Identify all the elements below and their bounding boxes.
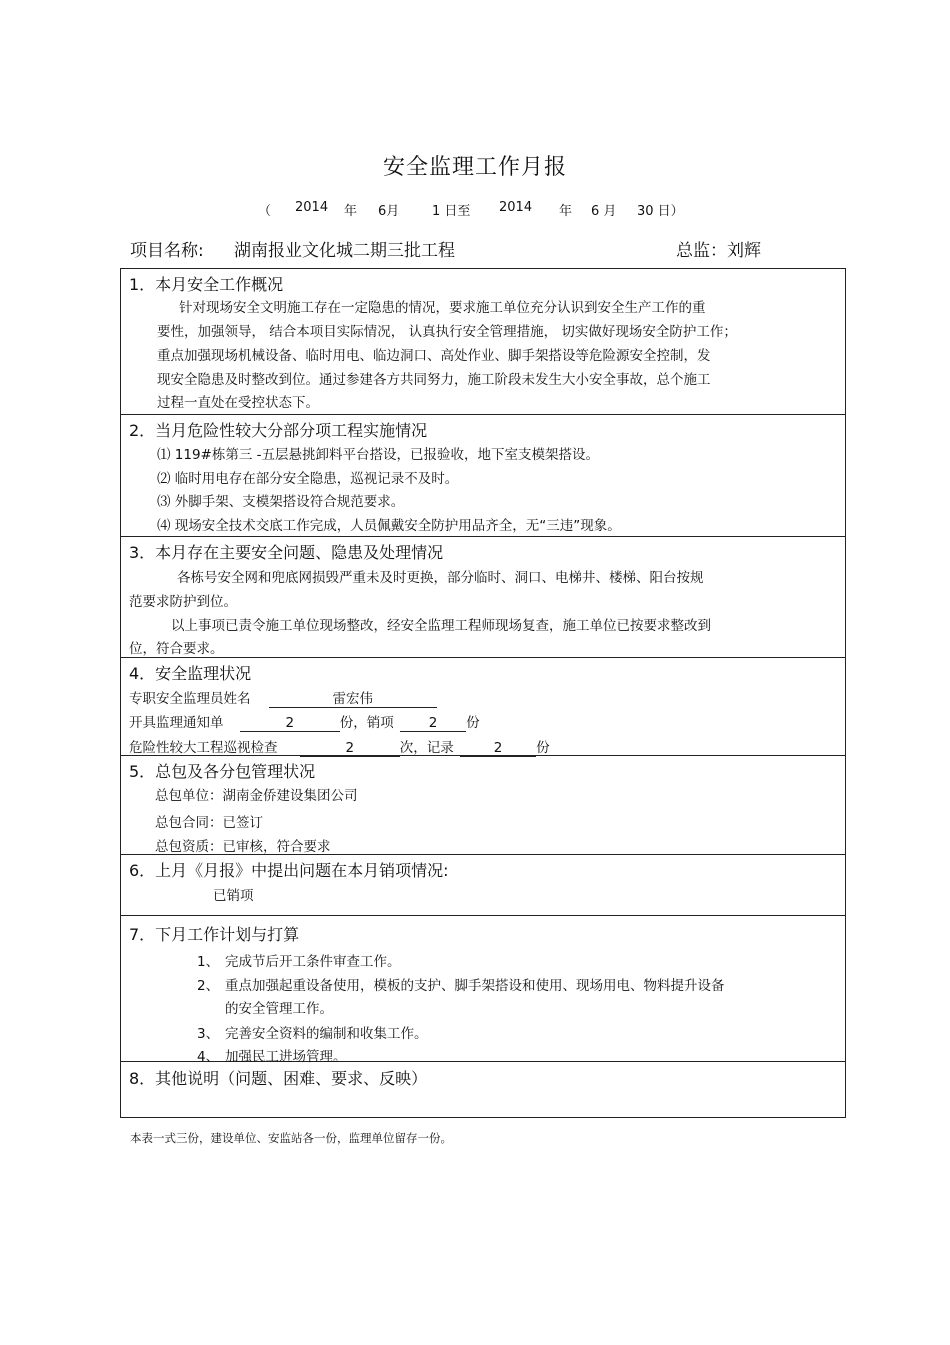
project-name-label: 项目名称: bbox=[130, 241, 204, 261]
notice-label: 开具监理通知单 bbox=[129, 715, 224, 731]
plan-item-number: 1、 bbox=[197, 954, 220, 970]
footer-note: 本表一式三份，建设单位、安监站各一份，监理单位留存一份。 bbox=[130, 1131, 452, 1145]
section-3-line: 位，符合要求。 bbox=[129, 641, 224, 657]
date-open: （ bbox=[258, 204, 272, 219]
section-2-item: ⑶ 外脚手架、支模架搭设符合规范要求。 bbox=[157, 494, 405, 510]
section-1-line: 针对现场安全文明施工存在一定隐患的情况，要求施工单位充分认识到安全生产工作的重 bbox=[179, 300, 706, 316]
section-1-line: 要性，加强领导， 结合本项目实际情况， 认真执行安全管理措施， 切实做好现场安全防护工作； bbox=[157, 324, 737, 340]
section-1-heading: 1．本月安全工作概况 bbox=[129, 275, 284, 294]
section-3 bbox=[121, 537, 845, 657]
section-2-heading: 2．当月危险性较大分部分项工程实施情况 bbox=[129, 421, 428, 440]
notice-unit: 份，销项 bbox=[339, 715, 394, 731]
closed-count: 2 bbox=[400, 716, 466, 732]
date-end-year-char: 年 bbox=[559, 204, 573, 219]
report-title: 安全监理工作月报 bbox=[382, 155, 567, 180]
record-count: 2 bbox=[460, 741, 536, 757]
section-1 bbox=[121, 269, 845, 414]
plan-item-text: 加强民工进场管理。 bbox=[225, 1049, 347, 1065]
section-3-heading: 3．本月存在主要安全问题、隐患及处理情况 bbox=[129, 543, 444, 562]
section-4-heading: 4．安全监理状况 bbox=[129, 664, 252, 683]
section-7 bbox=[121, 916, 845, 1065]
section-1-line: 现安全隐患及时整改到位。通过参建各方共同努力，施工阶段未发生大小安全事故，总个施工 bbox=[157, 372, 711, 388]
closed-unit: 份 bbox=[466, 715, 480, 731]
report-table bbox=[120, 268, 846, 1118]
section-5 bbox=[121, 756, 845, 854]
section-8-heading: 8．其他说明（问题、困难、要求、反映） bbox=[129, 1069, 428, 1088]
patrol-count: 2 bbox=[300, 741, 400, 757]
section-2 bbox=[121, 415, 845, 536]
plan-item-text: 完成节后开工条件审查工作。 bbox=[225, 954, 401, 970]
section-4 bbox=[121, 658, 845, 755]
notice-count: 2 bbox=[240, 716, 340, 732]
plan-item-number: 2、 bbox=[197, 978, 220, 994]
patrol-unit: 次，记录 bbox=[399, 740, 454, 756]
section-1-line: 过程一直处在受控状态下。 bbox=[157, 395, 319, 411]
contract-status: 总包合同：已签订 bbox=[155, 815, 263, 831]
contractor: 总包单位：湖南金侨建设集团公司 bbox=[155, 788, 358, 804]
plan-item-number: 3、 bbox=[197, 1026, 220, 1042]
inspector-name: 雷宏伟 bbox=[269, 692, 437, 708]
section-3-line: 以上事项已责令施工单位现场整改，经安全监理工程师现场复查，施工单位已按要求整改到 bbox=[171, 618, 711, 634]
record-unit: 份 bbox=[536, 740, 550, 756]
plan-item-text: 重点加强起重设备使用，模板的支护、脚手架搭设和使用、现场用电、物料提升设备 bbox=[225, 978, 725, 994]
section-2-item: ⑴ 119#栋第三 -五层悬挑卸料平台搭设，已报验收，地下室支模架搭设。 bbox=[157, 447, 600, 463]
plan-item-text: 的安全管理工作。 bbox=[225, 1001, 333, 1017]
project-name: 湖南报业文化城二期三批工程 bbox=[234, 241, 455, 261]
section-7-heading: 7．下月工作计划与打算 bbox=[129, 925, 300, 944]
inspector-row bbox=[129, 687, 437, 708]
date-end-day: 30 日） bbox=[637, 204, 684, 219]
plan-item-number: 4、 bbox=[197, 1049, 220, 1065]
inspector-label: 专职安全监理员姓名 bbox=[129, 691, 251, 707]
section-6 bbox=[121, 855, 845, 915]
qualification-status: 总包资质：已审核，符合要求 bbox=[155, 839, 331, 855]
section-2-item: ⑷ 现场安全技术交底工作完成，人员佩戴安全防护用品齐全，无“三违”现象。 bbox=[157, 518, 621, 534]
patrol-row bbox=[129, 736, 550, 757]
section-1-line: 重点加强现场机械设备、临时用电、临边洞口、高处作业、脚手架搭设等危险源安全控制，发 bbox=[157, 348, 711, 364]
patrol-label: 危险性较大工程巡视检查 bbox=[129, 740, 278, 756]
date-start-month: 6月 bbox=[378, 204, 400, 219]
chief-supervisor: 总监：刘辉 bbox=[676, 241, 761, 261]
section-2-item: ⑵ 临时用电存在部分安全隐患，巡视记录不及时。 bbox=[157, 471, 459, 487]
date-start-year-char: 年 bbox=[344, 204, 358, 219]
section-3-line: 范要求防护到位。 bbox=[129, 594, 237, 610]
section-5-heading: 5．总包及各分包管理状况 bbox=[129, 762, 316, 781]
section-8 bbox=[121, 1062, 845, 1117]
date-start-year: 2014 bbox=[295, 200, 329, 215]
section-6-text: 已销项 bbox=[213, 888, 254, 904]
section-6-heading: 6．上月《月报》中提出问题在本月销项情况: bbox=[129, 861, 449, 880]
plan-item-text: 完善安全资料的编制和收集工作。 bbox=[225, 1026, 428, 1042]
date-end-year: 2014 bbox=[499, 200, 533, 215]
notice-row bbox=[129, 711, 480, 732]
date-start-day: 1 日至 bbox=[432, 204, 471, 219]
section-3-line: 各栋号安全网和兜底网损毁严重未及时更换，部分临时、洞口、电梯井、楼梯、阳台按规 bbox=[177, 570, 704, 586]
date-end-month: 6 月 bbox=[591, 204, 617, 219]
